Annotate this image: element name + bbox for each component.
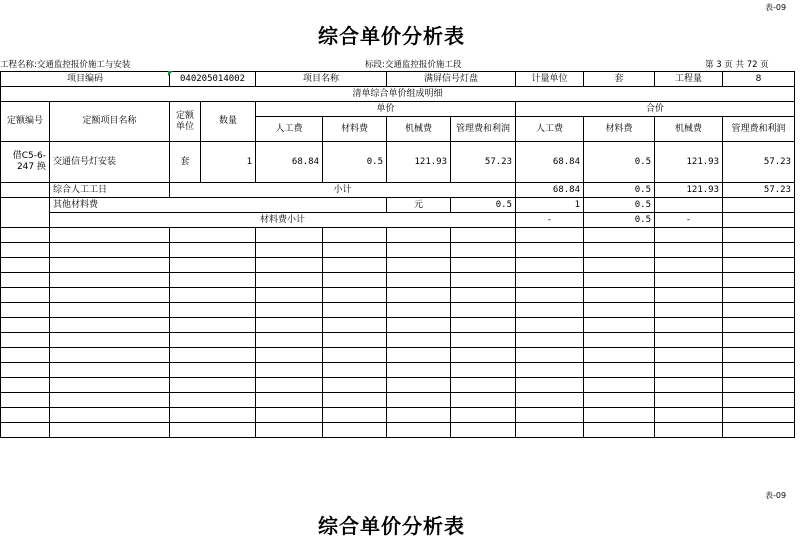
- blank-cell: [1, 183, 50, 198]
- empty-cell[interactable]: [655, 333, 723, 348]
- empty-cell[interactable]: [323, 378, 387, 393]
- empty-cell[interactable]: [723, 408, 795, 423]
- empty-cell[interactable]: [50, 423, 170, 438]
- empty-cell[interactable]: [655, 258, 723, 273]
- empty-row: [1, 318, 795, 333]
- empty-cell[interactable]: [655, 393, 723, 408]
- empty-cell[interactable]: [451, 243, 516, 258]
- empty-cell[interactable]: [723, 393, 795, 408]
- empty-cell[interactable]: [516, 378, 584, 393]
- material-subtotal-label: 材料费小计: [50, 213, 516, 228]
- empty-row: [1, 348, 795, 363]
- empty-cell[interactable]: [170, 228, 256, 243]
- empty-cell[interactable]: [655, 228, 723, 243]
- empty-cell[interactable]: [1, 258, 50, 273]
- column-header-row: [1, 102, 795, 117]
- page-title: 综合单价分析表: [318, 24, 465, 48]
- empty-cell[interactable]: [256, 258, 323, 273]
- other-material-label: 其他材料费: [50, 198, 387, 213]
- section-info: [365, 58, 461, 70]
- empty-cell[interactable]: [256, 363, 323, 378]
- col-sum-labor: 人工费: [516, 117, 584, 142]
- empty-cell[interactable]: [1, 228, 50, 243]
- empty-cell[interactable]: [723, 303, 795, 318]
- material-subtotal-material[interactable]: 0.5: [584, 213, 655, 228]
- empty-cell[interactable]: [655, 363, 723, 378]
- empty-cell[interactable]: [655, 288, 723, 303]
- empty-cell[interactable]: [170, 273, 256, 288]
- empty-cell[interactable]: [50, 228, 170, 243]
- empty-cell[interactable]: [584, 243, 655, 258]
- empty-cell[interactable]: [170, 408, 256, 423]
- header-row: [1, 72, 795, 87]
- form-code: 表-09: [765, 3, 787, 12]
- empty-row: [1, 303, 795, 318]
- empty-cell[interactable]: [256, 303, 323, 318]
- empty-cell[interactable]: [723, 318, 795, 333]
- empty-row: [1, 378, 795, 393]
- labor-day-label: 综合人工工日: [50, 183, 170, 198]
- empty-cell[interactable]: [50, 348, 170, 363]
- other-material-qty[interactable]: 1: [516, 198, 584, 213]
- quota-code[interactable]: 借C5-6-247 换: [1, 142, 50, 183]
- other-material-total[interactable]: 0.5: [584, 198, 655, 213]
- empty-cell[interactable]: [1, 243, 50, 258]
- subtotal-labor[interactable]: 68.84: [516, 183, 584, 198]
- form-code-bottom: 表-09: [765, 491, 787, 500]
- empty-cell[interactable]: [170, 288, 256, 303]
- empty-cell[interactable]: [584, 333, 655, 348]
- empty-cell[interactable]: [451, 303, 516, 318]
- empty-cell[interactable]: [451, 363, 516, 378]
- empty-cell[interactable]: [256, 228, 323, 243]
- empty-cell[interactable]: [170, 363, 256, 378]
- empty-cell[interactable]: [655, 273, 723, 288]
- empty-cell[interactable]: [451, 318, 516, 333]
- empty-cell[interactable]: [516, 393, 584, 408]
- other-material-row: [1, 198, 795, 213]
- item-name[interactable]: 满屏信号灯盘: [387, 72, 516, 87]
- empty-cell[interactable]: [256, 288, 323, 303]
- empty-cell[interactable]: [723, 333, 795, 348]
- empty-cell[interactable]: [387, 333, 451, 348]
- empty-cell[interactable]: [323, 273, 387, 288]
- col-sum-machine: 机械费: [655, 117, 723, 142]
- sum-material[interactable]: 0.5: [584, 142, 655, 183]
- empty-cell[interactable]: [323, 363, 387, 378]
- empty-cell[interactable]: [516, 258, 584, 273]
- unit-label: 计量单位: [516, 72, 584, 87]
- empty-cell[interactable]: [387, 288, 451, 303]
- empty-cell[interactable]: [387, 243, 451, 258]
- empty-cell[interactable]: [50, 288, 170, 303]
- empty-cell[interactable]: [256, 333, 323, 348]
- empty-cell[interactable]: [584, 423, 655, 438]
- empty-cell[interactable]: [723, 228, 795, 243]
- empty-cell[interactable]: [256, 318, 323, 333]
- empty-cell[interactable]: [451, 348, 516, 363]
- empty-cell[interactable]: [516, 333, 584, 348]
- sum-mgmt[interactable]: 57.23: [723, 142, 795, 183]
- col-labor: 人工费: [256, 117, 323, 142]
- empty-cell[interactable]: [387, 378, 451, 393]
- quota-name[interactable]: 交通信号灯安装: [50, 142, 170, 183]
- empty-cell[interactable]: [655, 243, 723, 258]
- subtotal-material[interactable]: 0.5: [584, 183, 655, 198]
- empty-cell[interactable]: [1, 363, 50, 378]
- empty-cell[interactable]: [170, 303, 256, 318]
- unit-value[interactable]: 套: [584, 72, 655, 87]
- item-name-label: 项目名称: [256, 72, 387, 87]
- empty-cell[interactable]: [50, 408, 170, 423]
- empty-cell[interactable]: [50, 333, 170, 348]
- col-quota-unit: 定额单位: [170, 102, 201, 142]
- col-mgmt: 管理费和利润: [451, 117, 516, 142]
- empty-row: [1, 243, 795, 258]
- empty-cell[interactable]: [584, 303, 655, 318]
- col-amount: 数量: [201, 102, 256, 142]
- empty-cell[interactable]: [50, 303, 170, 318]
- empty-cell[interactable]: [323, 288, 387, 303]
- empty-cell[interactable]: [256, 423, 323, 438]
- empty-cell[interactable]: [1, 288, 50, 303]
- empty-cell[interactable]: [50, 363, 170, 378]
- empty-cell[interactable]: [323, 228, 387, 243]
- empty-cell[interactable]: [50, 318, 170, 333]
- empty-cell[interactable]: [584, 288, 655, 303]
- empty-row: [1, 273, 795, 288]
- empty-cell[interactable]: [323, 333, 387, 348]
- other-material-unit[interactable]: 元: [387, 198, 451, 213]
- empty-cell[interactable]: [723, 243, 795, 258]
- empty-cell[interactable]: [50, 258, 170, 273]
- quantity-value[interactable]: 8: [723, 72, 795, 87]
- empty-cell[interactable]: [584, 258, 655, 273]
- empty-cell[interactable]: [170, 423, 256, 438]
- col-sum-material: 材料费: [584, 117, 655, 142]
- section-label: 标段:: [365, 60, 385, 70]
- empty-cell[interactable]: [723, 288, 795, 303]
- empty-cell[interactable]: [451, 423, 516, 438]
- empty-cell[interactable]: [256, 393, 323, 408]
- material-subtotal-row: [1, 213, 795, 228]
- empty-cell[interactable]: [451, 228, 516, 243]
- empty-cell[interactable]: [256, 378, 323, 393]
- empty-row: [1, 363, 795, 378]
- empty-cell[interactable]: [387, 318, 451, 333]
- project-label: 工程名称:: [0, 60, 37, 70]
- empty-cell[interactable]: [516, 243, 584, 258]
- empty-cell[interactable]: [584, 378, 655, 393]
- empty-cell[interactable]: [655, 303, 723, 318]
- empty-cell[interactable]: [323, 318, 387, 333]
- labor[interactable]: 68.84: [256, 142, 323, 183]
- sum-machine[interactable]: 121.93: [655, 142, 723, 183]
- empty-cell[interactable]: [451, 333, 516, 348]
- empty-cell[interactable]: [516, 318, 584, 333]
- empty-cell[interactable]: [387, 303, 451, 318]
- empty-cell[interactable]: [451, 288, 516, 303]
- analysis-table: [0, 71, 795, 438]
- blank-cell: [1, 198, 50, 228]
- material[interactable]: 0.5: [323, 142, 387, 183]
- empty-cell[interactable]: [256, 348, 323, 363]
- empty-cell[interactable]: [655, 408, 723, 423]
- empty-rows: [1, 228, 795, 438]
- mgmt[interactable]: 57.23: [451, 142, 516, 183]
- empty-cell[interactable]: [655, 378, 723, 393]
- empty-cell[interactable]: [516, 348, 584, 363]
- empty-row: [1, 288, 795, 303]
- empty-cell[interactable]: [387, 423, 451, 438]
- empty-cell[interactable]: [655, 348, 723, 363]
- blank-cell: [723, 198, 795, 213]
- col-material: 材料费: [323, 117, 387, 142]
- empty-cell[interactable]: [584, 318, 655, 333]
- empty-cell[interactable]: [516, 228, 584, 243]
- empty-cell[interactable]: [516, 423, 584, 438]
- col-quota-name: 定额项目名称: [50, 102, 170, 142]
- page-info: 第 3 页 共 72 页: [705, 60, 769, 70]
- empty-cell[interactable]: [256, 408, 323, 423]
- quantity-label: 工程量: [655, 72, 723, 87]
- breakdown-title-row: [1, 87, 795, 102]
- empty-cell[interactable]: [723, 423, 795, 438]
- empty-cell[interactable]: [1, 303, 50, 318]
- empty-cell[interactable]: [256, 273, 323, 288]
- material-subtotal-machine[interactable]: -: [655, 213, 723, 228]
- empty-cell[interactable]: [323, 243, 387, 258]
- col-total-price: 合价: [516, 102, 795, 117]
- empty-cell[interactable]: [516, 408, 584, 423]
- col-sum-mgmt: 管理费和利润: [723, 117, 795, 142]
- amount[interactable]: 1: [201, 142, 256, 183]
- empty-cell[interactable]: [50, 378, 170, 393]
- empty-cell[interactable]: [50, 393, 170, 408]
- empty-cell[interactable]: [323, 393, 387, 408]
- empty-cell[interactable]: [50, 243, 170, 258]
- blank-cell: [723, 213, 795, 228]
- empty-cell[interactable]: [1, 333, 50, 348]
- empty-row: [1, 408, 795, 423]
- empty-cell[interactable]: [170, 333, 256, 348]
- empty-cell[interactable]: [723, 378, 795, 393]
- sum-labor[interactable]: 68.84: [516, 142, 584, 183]
- empty-cell[interactable]: [50, 273, 170, 288]
- empty-cell[interactable]: [387, 228, 451, 243]
- empty-row: [1, 258, 795, 273]
- empty-row: [1, 228, 795, 243]
- subtotal-row: [1, 183, 795, 198]
- empty-cell[interactable]: [323, 303, 387, 318]
- empty-cell[interactable]: [1, 408, 50, 423]
- empty-cell[interactable]: [723, 363, 795, 378]
- subtotal-mgmt[interactable]: 57.23: [723, 183, 795, 198]
- blank-cell: [655, 198, 723, 213]
- empty-cell[interactable]: [584, 348, 655, 363]
- empty-cell[interactable]: [451, 393, 516, 408]
- empty-cell[interactable]: [584, 228, 655, 243]
- project-info: [0, 58, 130, 70]
- empty-cell[interactable]: [516, 288, 584, 303]
- empty-cell[interactable]: [1, 378, 50, 393]
- empty-cell[interactable]: [387, 408, 451, 423]
- empty-cell[interactable]: [516, 363, 584, 378]
- empty-cell[interactable]: [584, 408, 655, 423]
- empty-cell[interactable]: [387, 363, 451, 378]
- next-page-title: 综合单价分析表: [318, 514, 465, 538]
- empty-cell[interactable]: [451, 258, 516, 273]
- empty-cell[interactable]: [451, 408, 516, 423]
- table-row: [1, 142, 795, 183]
- empty-cell[interactable]: [723, 348, 795, 363]
- empty-cell[interactable]: [1, 393, 50, 408]
- breakdown-title: 清单综合单价组成明细: [1, 87, 795, 102]
- project-name: 交通监控报价施工与安装: [36, 60, 131, 70]
- item-code-label: 项目编码: [1, 72, 170, 87]
- empty-cell[interactable]: [170, 258, 256, 273]
- empty-cell[interactable]: [451, 273, 516, 288]
- empty-cell[interactable]: [170, 318, 256, 333]
- empty-cell[interactable]: [516, 273, 584, 288]
- empty-cell[interactable]: [170, 348, 256, 363]
- col-machine: 机械费: [387, 117, 451, 142]
- empty-cell[interactable]: [387, 393, 451, 408]
- empty-cell[interactable]: [387, 258, 451, 273]
- empty-cell[interactable]: [584, 363, 655, 378]
- empty-cell[interactable]: [516, 303, 584, 318]
- quota-unit[interactable]: 套: [170, 142, 201, 183]
- empty-cell[interactable]: [723, 273, 795, 288]
- empty-cell[interactable]: [323, 348, 387, 363]
- empty-cell[interactable]: [387, 348, 451, 363]
- empty-cell[interactable]: [170, 393, 256, 408]
- empty-row: [1, 423, 795, 438]
- empty-row: [1, 393, 795, 408]
- subtotal-machine[interactable]: 121.93: [655, 183, 723, 198]
- empty-cell[interactable]: [1, 273, 50, 288]
- other-material-price[interactable]: 0.5: [451, 198, 516, 213]
- empty-cell[interactable]: [170, 243, 256, 258]
- comment-marker-icon: [168, 71, 173, 76]
- empty-cell[interactable]: [1, 348, 50, 363]
- col-unit-price: 单价: [256, 102, 516, 117]
- empty-cell[interactable]: [723, 258, 795, 273]
- material-subtotal-labor[interactable]: -: [516, 213, 584, 228]
- empty-cell[interactable]: [323, 423, 387, 438]
- subtotal-label: 小计: [170, 183, 516, 198]
- empty-cell[interactable]: [655, 423, 723, 438]
- empty-cell[interactable]: [170, 378, 256, 393]
- empty-cell[interactable]: [323, 408, 387, 423]
- empty-cell[interactable]: [1, 318, 50, 333]
- item-code[interactable]: 040205014002: [170, 72, 256, 87]
- empty-cell[interactable]: [584, 393, 655, 408]
- empty-cell[interactable]: [655, 318, 723, 333]
- empty-cell[interactable]: [584, 273, 655, 288]
- empty-cell[interactable]: [387, 273, 451, 288]
- empty-cell[interactable]: [256, 243, 323, 258]
- empty-cell[interactable]: [1, 423, 50, 438]
- empty-cell[interactable]: [451, 378, 516, 393]
- empty-row: [1, 333, 795, 348]
- col-quota-code: 定额编号: [1, 102, 50, 142]
- section-name: 交通监控报价施工段: [384, 60, 462, 70]
- machine[interactable]: 121.93: [387, 142, 451, 183]
- empty-cell[interactable]: [323, 258, 387, 273]
